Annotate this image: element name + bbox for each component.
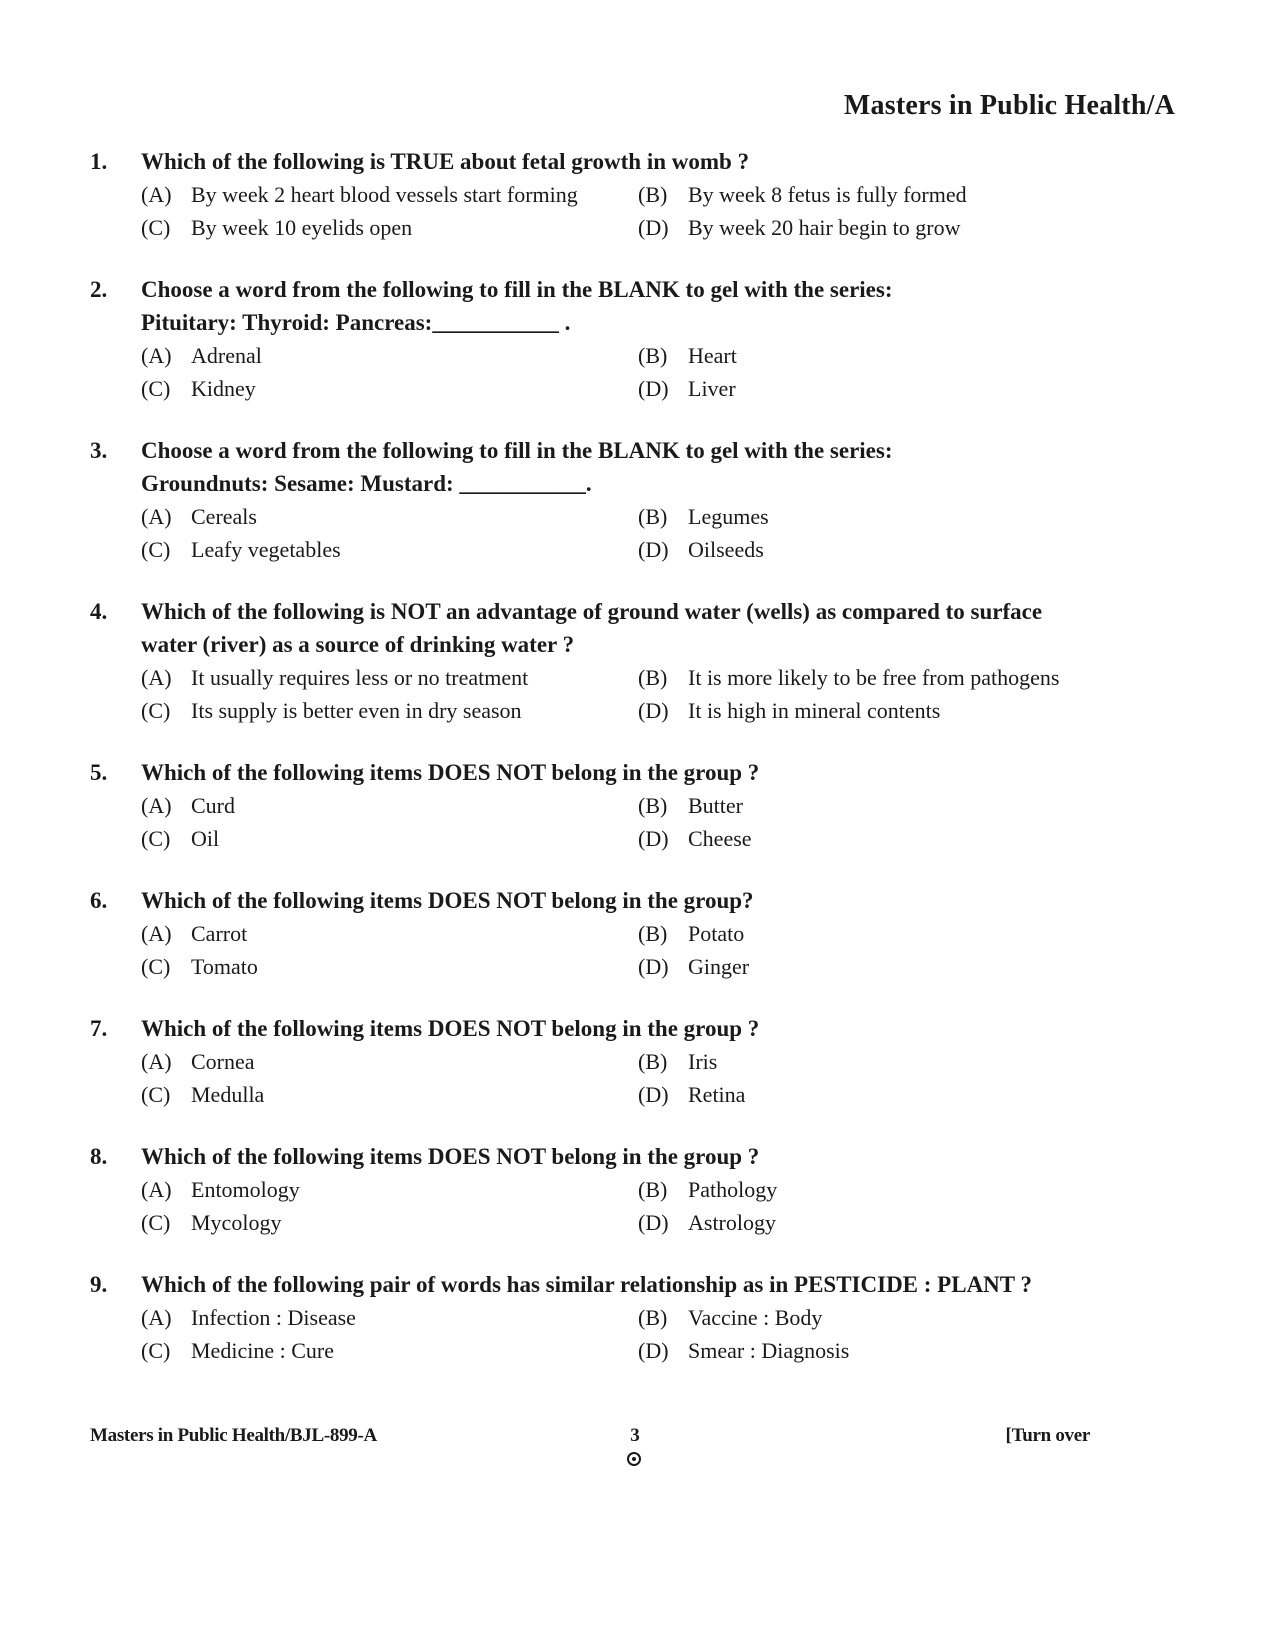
option-text: Infection : Disease <box>191 1305 356 1330</box>
option-letter: (B) <box>638 1305 668 1330</box>
option-letter: (B) <box>638 504 668 529</box>
question-text: Which of the following items DOES NOT belong in the group ? <box>141 760 760 785</box>
question-text: Which of the following items DOES NOT belong in the group ? <box>141 1144 760 1169</box>
page-title: Masters in Public Health/A <box>843 90 1175 121</box>
question-text-continued: water (river) as a source of drinking water ? <box>141 632 575 657</box>
option-b <box>638 500 1180 533</box>
option-text: Iris <box>688 1049 718 1074</box>
option-text: Curd <box>191 793 235 818</box>
option-text: By week 2 heart blood vessels start forming <box>191 182 578 207</box>
option-letter: (A) <box>141 182 172 207</box>
option-text: It usually requires less or no treatment <box>191 665 529 690</box>
option-c <box>141 694 638 727</box>
option-text: Medicine : Cure <box>191 1338 334 1363</box>
option-c <box>141 372 638 405</box>
option-d <box>638 211 1180 244</box>
option-letter: (D) <box>638 954 669 979</box>
option-b <box>638 339 1180 372</box>
option-letter: (C) <box>141 954 171 979</box>
question-list <box>90 145 1180 1367</box>
option-text: Kidney <box>191 376 256 401</box>
question-1 <box>90 145 1180 244</box>
option-letter: (C) <box>141 537 171 562</box>
question-text: Which of the following is TRUE about fetal growth in womb ? <box>141 149 750 174</box>
option-letter: (C) <box>141 826 171 851</box>
option-letter: (D) <box>638 826 669 851</box>
question-number: 6. <box>90 888 108 913</box>
option-text: Oilseeds <box>688 537 764 562</box>
question-text: Which of the following items DOES NOT belong in the group? <box>141 888 754 913</box>
question-3 <box>90 434 1180 566</box>
option-text: Medulla <box>191 1082 265 1107</box>
option-letter: (C) <box>141 1210 171 1235</box>
question-text: Which of the following is NOT an advantage of ground water (wells) as compared to surface <box>141 599 1043 624</box>
option-d <box>638 1206 1180 1239</box>
question-2 <box>90 273 1180 405</box>
option-c <box>141 533 638 566</box>
option-a <box>141 1301 638 1334</box>
option-text: Ginger <box>688 954 750 979</box>
option-d <box>638 950 1180 983</box>
option-letter: (A) <box>141 921 172 946</box>
option-c <box>141 1078 638 1111</box>
option-letter: (C) <box>141 1338 171 1363</box>
option-letter: (A) <box>141 1305 172 1330</box>
option-letter: (A) <box>141 343 172 368</box>
option-letter: (A) <box>141 1177 172 1202</box>
option-text: Tomato <box>191 954 258 979</box>
option-letter: (B) <box>638 182 668 207</box>
option-a <box>141 178 638 211</box>
option-text: By week 20 hair begin to grow <box>688 215 961 240</box>
option-text: Entomology <box>191 1177 300 1202</box>
question-6 <box>90 884 1180 983</box>
option-letter: (B) <box>638 665 668 690</box>
question-text: Which of the following items DOES NOT belong in the group ? <box>141 1016 760 1041</box>
option-b <box>638 1173 1180 1206</box>
option-letter: (B) <box>638 343 668 368</box>
option-letter: (D) <box>638 1082 669 1107</box>
option-d <box>638 694 1180 727</box>
option-letter: (D) <box>638 537 669 562</box>
option-b <box>638 1045 1180 1078</box>
option-a <box>141 917 638 950</box>
option-d <box>638 372 1180 405</box>
question-4 <box>90 595 1180 727</box>
option-a <box>141 789 638 822</box>
option-text: By week 8 fetus is fully formed <box>688 182 967 207</box>
option-b <box>638 661 1180 694</box>
question-9 <box>90 1268 1180 1367</box>
option-text: Cereals <box>191 504 257 529</box>
option-letter: (C) <box>141 376 171 401</box>
option-text: Butter <box>688 793 743 818</box>
option-letter: (D) <box>638 215 669 240</box>
option-letter: (A) <box>141 793 172 818</box>
option-text: Cheese <box>688 826 752 851</box>
question-number: 4. <box>90 599 108 624</box>
option-text: Potato <box>688 921 745 946</box>
option-text: Heart <box>688 343 737 368</box>
option-b <box>638 789 1180 822</box>
option-letter: (B) <box>638 1177 668 1202</box>
option-d <box>638 1334 1180 1367</box>
option-text: Adrenal <box>191 343 262 368</box>
question-text: Which of the following pair of words has similar relationship as in PESTICIDE : PLANT ? <box>141 1272 1032 1297</box>
option-letter: (A) <box>141 1049 172 1074</box>
option-letter: (B) <box>638 921 668 946</box>
target-icon <box>627 1452 641 1466</box>
option-letter: (D) <box>638 1338 669 1363</box>
option-letter: (D) <box>638 698 669 723</box>
option-text: Pathology <box>688 1177 778 1202</box>
option-c <box>141 1206 638 1239</box>
footer-paper-code: Masters in Public Health/BJL-899-A <box>90 1425 377 1446</box>
option-text: Liver <box>688 376 736 401</box>
option-letter: (C) <box>141 1082 171 1107</box>
option-text: Cornea <box>191 1049 255 1074</box>
option-text: Carrot <box>191 921 248 946</box>
option-b <box>638 1301 1180 1334</box>
question-text: Choose a word from the following to fill in the BLANK to gel with the series: <box>141 277 893 302</box>
option-b <box>638 178 1180 211</box>
option-a <box>141 661 638 694</box>
question-5 <box>90 756 1180 855</box>
option-c <box>141 1334 638 1367</box>
question-number: 7. <box>90 1016 108 1041</box>
option-text: Leafy vegetables <box>191 537 341 562</box>
option-d <box>638 1078 1180 1111</box>
question-text: Choose a word from the following to fill in the BLANK to gel with the series: <box>141 438 893 463</box>
question-number: 2. <box>90 277 108 302</box>
option-letter: (D) <box>638 1210 669 1235</box>
question-text-continued: Groundnuts: Sesame: Mustard: ___________. <box>141 471 592 496</box>
option-text: Its supply is better even in dry season <box>191 698 522 723</box>
option-letter: (D) <box>638 376 669 401</box>
question-number: 9. <box>90 1272 108 1297</box>
option-a <box>141 339 638 372</box>
option-d <box>638 533 1180 566</box>
option-c <box>141 211 638 244</box>
option-text: Retina <box>688 1082 746 1107</box>
option-text: It is more likely to be free from pathogens <box>688 665 1060 690</box>
option-d <box>638 822 1180 855</box>
question-number: 3. <box>90 438 108 463</box>
option-text: Oil <box>191 826 220 851</box>
option-text: Astrology <box>688 1210 776 1235</box>
question-number: 1. <box>90 149 108 174</box>
option-text: Smear : Diagnosis <box>688 1338 850 1363</box>
question-7 <box>90 1012 1180 1111</box>
question-number: 5. <box>90 760 108 785</box>
option-b <box>638 917 1180 950</box>
option-letter: (A) <box>141 665 172 690</box>
question-8 <box>90 1140 1180 1239</box>
option-c <box>141 822 638 855</box>
option-letter: (A) <box>141 504 172 529</box>
option-text: Mycology <box>191 1210 282 1235</box>
option-text: By week 10 eyelids open <box>191 215 413 240</box>
option-letter: (C) <box>141 698 171 723</box>
option-letter: (C) <box>141 215 171 240</box>
option-text: Legumes <box>688 504 769 529</box>
option-text: It is high in mineral contents <box>688 698 941 723</box>
question-number: 8. <box>90 1144 108 1169</box>
question-text-continued: Pituitary: Thyroid: Pancreas:___________ . <box>141 310 571 335</box>
option-text: Vaccine : Body <box>688 1305 823 1330</box>
option-c <box>141 950 638 983</box>
page-number: 3 <box>630 1425 640 1446</box>
option-a <box>141 1045 638 1078</box>
option-letter: (B) <box>638 793 668 818</box>
option-a <box>141 1173 638 1206</box>
option-a <box>141 500 638 533</box>
turn-over-note: [Turn over <box>1005 1425 1090 1446</box>
option-letter: (B) <box>638 1049 668 1074</box>
